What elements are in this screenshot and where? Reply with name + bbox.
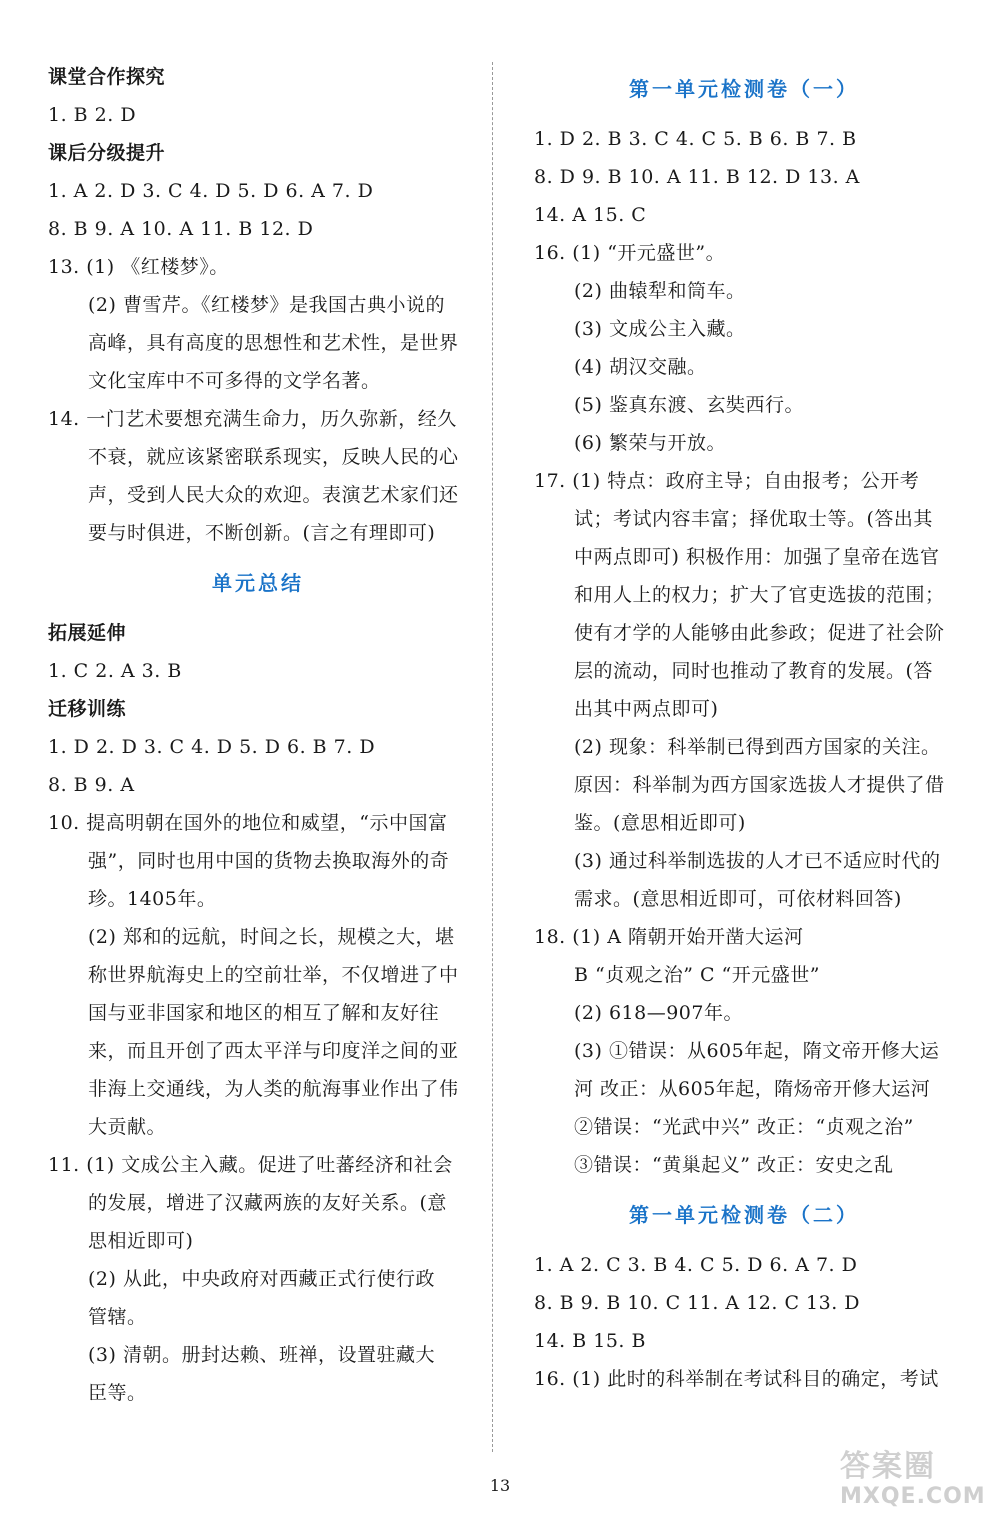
answer-line: ②错误：“光武中兴” 改正：“贞观之治” [574, 1116, 914, 1138]
answer-line: 要与时俱进，不断创新。(言之有理即可) [88, 522, 436, 544]
answer-line: (2) 从此，中央政府对西藏正式行使行政 [88, 1268, 435, 1290]
answer-line: (5) 鉴真东渡、玄奘西行。 [574, 394, 804, 416]
answer-line: 8. B 9. A 10. A 11. B 12. D [48, 218, 314, 240]
answer-line: ③错误：“黄巢起义” 改正：安史之乱 [574, 1154, 894, 1176]
answer-line: 鉴。(意思相近即可) [574, 812, 746, 834]
answer-line: (2) 郑和的远航，时间之长，规模之大，堪 [88, 926, 455, 948]
answer-line: 非海上交通线，为人类的航海事业作出了伟 [88, 1078, 459, 1100]
answer-line: 18. (1) A 隋朝开始开凿大运河 [534, 926, 804, 948]
section-heading: 拓展延伸 [48, 622, 127, 644]
answer-line: 珍。1405年。 [88, 888, 217, 910]
answer-line: 使有才学的人能够由此参政；促进了社会阶 [574, 622, 945, 644]
answer-line: 8. B 9. A [48, 774, 135, 796]
section-heading: 迁移训练 [48, 698, 127, 720]
answer-line: 高峰，具有高度的思想性和艺术性，是世界 [88, 332, 459, 354]
left-column [48, 58, 468, 1412]
section-title: 第一单元检测卷（一） [629, 77, 859, 101]
answer-line: 11. (1) 文成公主入藏。促进了吐蕃经济和社会 [48, 1154, 453, 1176]
answer-line: 1. D 2. B 3. C 4. C 5. B 6. B 7. B [534, 128, 857, 150]
answer-line: (3) 清朝。册封达赖、班禅，设置驻藏大 [88, 1344, 435, 1366]
answer-line: 称世界航海史上的空前壮举，不仅增进了中 [88, 964, 459, 986]
answer-line: 1. B 2. D [48, 104, 137, 126]
answer-line: 和用人上的权力；扩大了官吏选拔的范围； [574, 584, 945, 606]
answer-line: 国与亚非国家和地区的相互了解和友好往 [88, 1002, 440, 1024]
answer-line: 16. (1) 此时的科举制在考试科目的确定，考试 [534, 1368, 939, 1390]
answer-line: 1. A 2. C 3. B 4. C 5. D 6. A 7. D [534, 1254, 858, 1276]
answer-line: 声，受到人民大众的欢迎。表演艺术家们还 [88, 484, 459, 506]
answer-line: 1. C 2. A 3. B [48, 660, 182, 682]
answer-line: 文化宝库中不可多得的文学名著。 [88, 370, 381, 392]
answer-line: 思相近即可) [88, 1230, 194, 1252]
answer-line: 原因：科举制为西方国家选拔人才提供了借 [574, 774, 945, 796]
answer-line: (2) 曹雪芹。《红楼梦》是我国古典小说的 [88, 294, 445, 316]
section-title: 第一单元检测卷（二） [629, 1203, 859, 1227]
answer-line: 16. (1) “开元盛世”。 [534, 242, 726, 264]
answer-line: (3) ①错误：从605年起，隋文帝开修大运 [574, 1040, 940, 1062]
answer-line: (6) 繁荣与开放。 [574, 432, 726, 454]
watermark-url: MXQE.COM [840, 1484, 986, 1509]
answer-line: 来，而且开创了西太平洋与印度洋之间的亚 [88, 1040, 459, 1062]
answer-line: (2) 现象：科举制已得到西方国家的关注。 [574, 736, 941, 758]
column-divider [492, 62, 493, 1452]
answer-line: 14. A 15. C [534, 204, 647, 226]
answer-line: 大贡献。 [88, 1116, 167, 1138]
answer-line: 层的流动，同时也推动了教育的发展。(答 [574, 660, 933, 682]
right-column [534, 58, 954, 1398]
answer-line: 1. A 2. D 3. C 4. D 5. D 6. A 7. D [48, 180, 374, 202]
answer-line: (2) 618—907年。 [574, 1002, 743, 1024]
answer-line: 10. 提高明朝在国外的地位和威望，“示中国富 [48, 812, 448, 834]
section-heading: 课堂合作探究 [48, 66, 166, 88]
watermark-text: 答案圈 [840, 1449, 936, 1484]
answer-line: 臣等。 [88, 1382, 147, 1404]
answer-line: 强”，同时也用中国的货物去换取海外的奇 [88, 850, 450, 872]
answer-line: 1. D 2. D 3. C 4. D 5. D 6. B 7. D [48, 736, 376, 758]
answer-line: 13. (1) 《红楼梦》。 [48, 256, 229, 278]
answer-line: 中两点即可) 积极作用：加强了皇帝在选官 [574, 546, 940, 568]
section-title: 单元总结 [212, 571, 304, 595]
answer-line: 8. D 9. B 10. A 11. B 12. D 13. A [534, 166, 860, 188]
answer-line: 14. B 15. B [534, 1330, 646, 1352]
answer-line: (4) 胡汉交融。 [574, 356, 707, 378]
section-heading: 课后分级提升 [48, 142, 166, 164]
answer-line: 的发展，增进了汉藏两族的友好关系。(意 [88, 1192, 447, 1214]
answer-line: 管辖。 [88, 1306, 147, 1328]
answer-line: 17. (1) 特点：政府主导；自由报考；公开考 [534, 470, 920, 492]
answer-line: 8. B 9. B 10. C 11. A 12. C 13. D [534, 1292, 861, 1314]
answer-line: 试；考试内容丰富；择优取士等。(答出其 [574, 508, 933, 530]
page-number: 13 [489, 1476, 511, 1495]
watermark-logo [840, 1450, 990, 1512]
answer-line: (3) 通过科举制选拔的人才已不适应时代的 [574, 850, 941, 872]
answer-line: 河 改正：从605年起，隋炀帝开修大运河 [574, 1078, 931, 1100]
answer-line: (3) 文成公主入藏。 [574, 318, 746, 340]
answer-line: 不衰，就应该紧密联系现实，反映人民的心 [88, 446, 459, 468]
answer-line: 14. 一门艺术要想充满生命力，历久弥新，经久 [48, 408, 457, 430]
answer-line: 需求。(意思相近即可，可依材料回答) [574, 888, 902, 910]
answer-line: (2) 曲辕犁和筒车。 [574, 280, 746, 302]
answer-line: 出其中两点即可) [574, 698, 719, 720]
answer-line: B “贞观之治” C “开元盛世” [574, 964, 820, 986]
